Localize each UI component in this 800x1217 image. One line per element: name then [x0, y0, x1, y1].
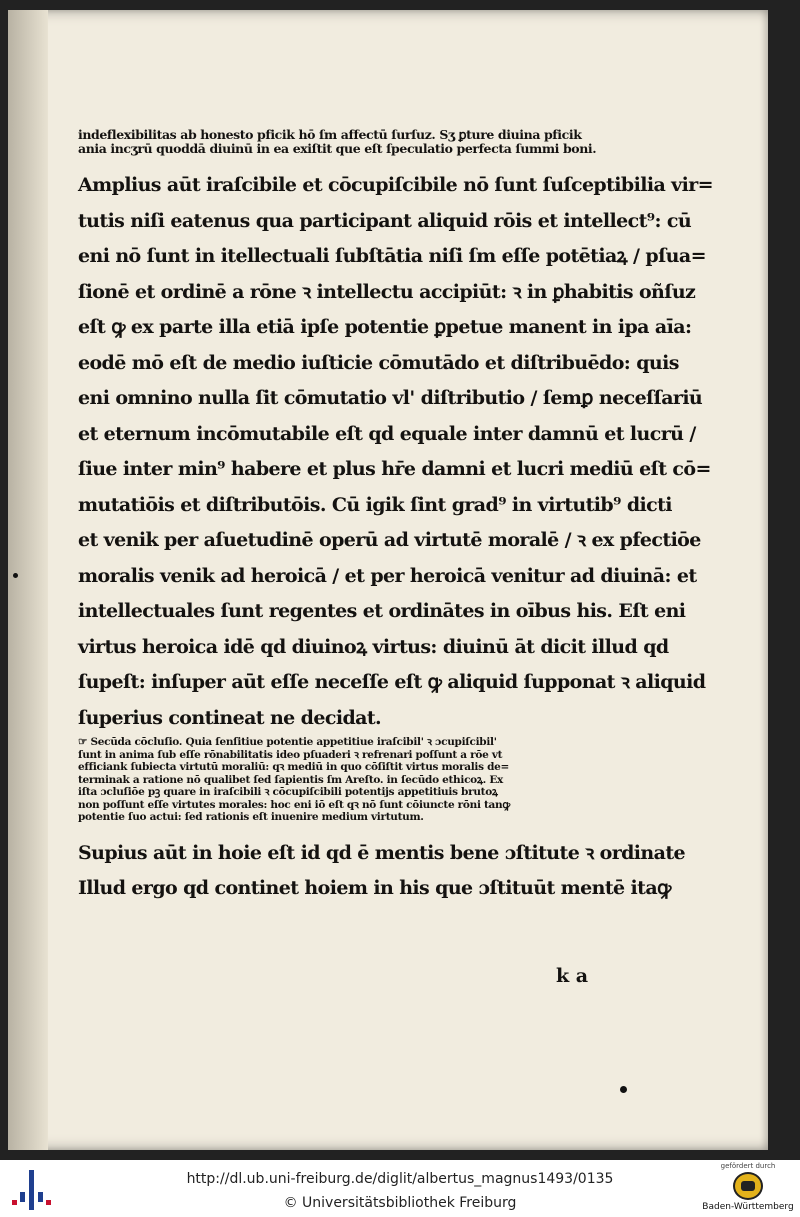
text-line: eni omnino nulla ſit cōmutatio vl' diſtributio / ſemꝑ neceſſariū [78, 387, 703, 409]
text-line: indeflexibilitas ab honesto pficik hō ſm affectū ſurſuz. Sʒ ꝑture diuina pficik [78, 127, 582, 142]
text-line: ſunt in anima ſub eſſe rōnabilitatis ideo pſuaderi ꝛ refrenari poſſunt a rōe vt [78, 748, 503, 761]
text-line: iſta ɔcluſiōe pꝫ quare in iraſcibili ꝛ cōcupiſcibili potentijs appetitiuis brutoꝝ [78, 786, 498, 798]
text-line: Amplius aūt iraſcibile et cōcupiſcibile nō ſunt ſuſceptibilia vir= [78, 174, 713, 196]
text-line: mutatiōis et diſtributōis. Cū igik ſint grad⁹ in virtutib⁹ dicti [78, 493, 672, 516]
text-line: eodē mō eſt de medio iuſticie cōmutādo et diſtribuēdo: quis [78, 351, 679, 374]
sponsor-name: Baden-Württemberg [702, 1202, 794, 1212]
text-line: moralis venik ad heroicā / et per heroicā venitur ad diuinā: et [78, 564, 697, 587]
text-line: ſupeſt: inſuper aūt eſſe neceſſe eſt ꝙ aliquid ſupponat ꝛ aliquid [78, 671, 706, 693]
state-seal-icon [733, 1172, 763, 1200]
text-line: non poſſunt eſſe virtutes morales: hoc eni iō eſt qꝛ nō ſunt cōiuncte rōni tanꝙ [78, 798, 510, 811]
text-line: Illud ergo qd continet hoiem in his que ɔſtituūt mentē itaꝙ [78, 877, 671, 899]
signature-mark: k a [556, 965, 589, 987]
text-line: eſt ꝙ ex parte illa etiā ipſe potentie ꝑpetue manent in ipa aīa: [78, 316, 692, 338]
text-line: et eternum incōmutabile eſt qd equale inter damnū et lucrū / [78, 422, 696, 445]
text-line: efficiank ſubiecta virtutū moraliū: qꝛ mediū in quo cōſiſtit virtus moralis de= [78, 761, 510, 773]
text-line: eni nō ſunt in itellectuali ſubſtātia niſi ſm eſſe potētiaꝝ / pſua= [78, 245, 706, 267]
ink-dot [13, 573, 18, 578]
text-line: ſuperius contineat ne decidat. [78, 706, 382, 729]
text-line: intellectuales ſunt regentes et ordinātes in oībus his. Eſt eni [78, 600, 686, 622]
text-line: virtus heroica idē qd diuinoꝝ virtus: diuinū āt dicit illud qd [78, 635, 669, 658]
text-line: et venik per aſuetudinē operū ad virtutē moralē / ꝛ ex pfectiōe [78, 529, 701, 551]
text-line: potentie ſuo actui: ſed rationis eſt inuenire medium virtutum. [78, 811, 424, 823]
text-line: tutis niſi eatenus qua participant aliquid rōis et intellect⁹: cū [78, 209, 692, 232]
text-line: ſionē et ordinē a rōne ꝛ intellectu accipiūt: ꝛ in ꝑhabitis oñſuz [78, 280, 696, 303]
text-line: ſiue inter min⁹ habere et plus hr̄e damni et lucri mediū eſt cō= [78, 458, 711, 480]
sponsor-label: gefördert durch [720, 1162, 776, 1170]
sponsor-block [702, 1162, 794, 1212]
permalink[interactable]: http://dl.ub.uni-freiburg.de/diglit/albertus_magnus1493/0135 [186, 1171, 614, 1187]
text-line: Supius aūt in hoie eſt id qd ē mentis bene ɔſtitute ꝛ ordinate [78, 841, 685, 864]
copyright-text: © Universitätsbibliothek Freiburg [283, 1195, 517, 1211]
text-line: terminak a ratione nō qualibet ſed ſapientis ſm Areſto. in ſecūdo ethicoꝝ. Ex [78, 773, 504, 786]
scanned-page [8, 10, 768, 1150]
page-text [78, 127, 713, 907]
footer-bar [0, 1160, 800, 1217]
page-gutter [8, 10, 48, 1150]
text-line: ☞ Secūda cōcluſio. Quia ſenſitiue potentie appetitiue iraſcibil' ꝛ ɔcupiſcibil' [78, 736, 497, 748]
ink-dot [620, 1086, 627, 1093]
text-line: ania incʒrū quoddā diuinū in ea exiſtit que eſt ſpeculatio perfecta ſummi boni. [78, 141, 597, 156]
